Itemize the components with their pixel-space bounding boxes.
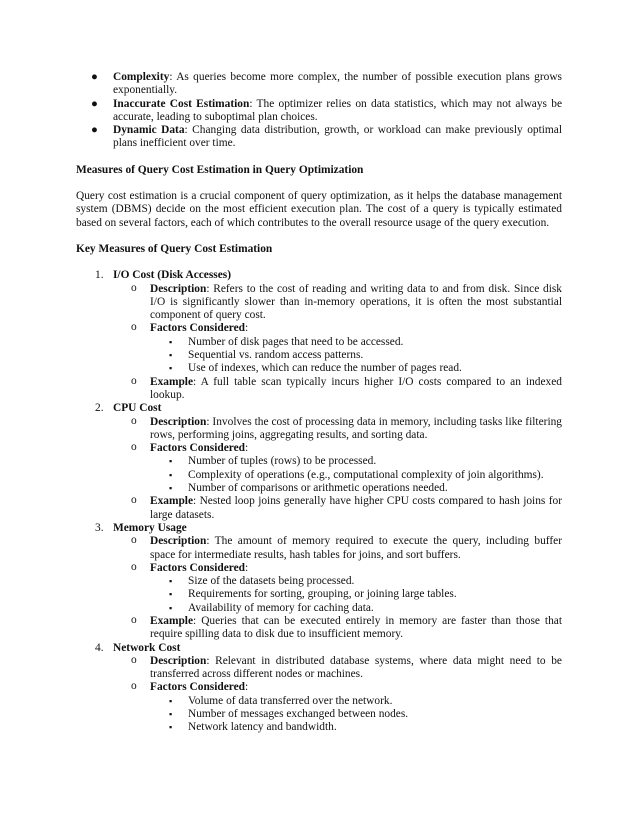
section-heading: Measures of Query Cost Estimation in Query Optimization [76, 163, 364, 176]
example-label: Example [150, 495, 194, 508]
list-item [131, 374, 562, 403]
factors-list [150, 575, 562, 615]
factor-text: Number of comparisons or arithmetic operations needed. [188, 482, 448, 495]
factors-label: Factors Considered [150, 442, 246, 455]
section-heading: Key Measures of Query Cost Estimation [76, 242, 273, 255]
factor-text: Use of indexes, which can reduce the number of pages read. [188, 362, 462, 375]
circle-bullet-icon: o [131, 613, 137, 626]
bullet-icon: ● [91, 97, 98, 110]
measure-item [76, 642, 562, 735]
document-content [76, 71, 562, 735]
factor-item [169, 362, 562, 375]
factor-item [169, 575, 562, 588]
factor-text: Size of the datasets being processed. [188, 575, 355, 588]
list-item [91, 124, 562, 151]
measure-title: Memory Usage [113, 521, 187, 534]
factors-list [150, 695, 562, 735]
factors-label: Factors Considered [150, 561, 246, 574]
measure-number: 1. [95, 269, 104, 282]
description-text: : Refers to the cost of reading and writing data to and from disk. Since disk I/O is significantly slower than in-memory operations, it is often the most substantial component of query cost. [150, 282, 562, 322]
example-label: Example [150, 614, 194, 627]
factors-label: Factors Considered [150, 681, 246, 694]
list-item [131, 613, 562, 642]
bullet-text: : As queries become more complex, the number of possible execution plans grows exponentially. [113, 71, 562, 97]
factor-text: Sequential vs. random access patterns. [188, 349, 364, 362]
factor-text: Number of tuples (rows) to be processed. [188, 455, 377, 468]
measure-item [76, 402, 562, 522]
list-item [131, 414, 562, 443]
factor-text: Requirements for sorting, grouping, or joining large tables. [188, 588, 457, 601]
example-text: : Nested loop joins generally have higher CPU costs compared to hash joins for large datasets. [150, 495, 562, 521]
circle-bullet-icon: o [131, 321, 137, 334]
description-text: : The amount of memory required to execute the query, including buffer space for intermediate results, hash tables for joins, and sort buffers. [150, 535, 562, 561]
factors-list [150, 455, 562, 495]
list-item [131, 560, 562, 615]
factor-item [169, 468, 562, 482]
list-item [91, 97, 563, 125]
example-text: : A full table scan typically incurs higher I/O costs compared to an indexed lookup. [150, 375, 562, 401]
circle-bullet-icon: o [131, 281, 137, 294]
factor-text: Volume of data transferred over the network. [188, 694, 393, 707]
factors-label: Factors Considered [150, 322, 246, 335]
factor-item [169, 601, 562, 615]
bullet-term: Complexity [113, 71, 170, 83]
square-bullet-icon: ▪ [169, 456, 173, 467]
list-item [131, 653, 562, 682]
measures-list [76, 269, 562, 734]
measure-title: CPU Cost [113, 402, 162, 415]
measure-item [76, 269, 562, 402]
square-bullet-icon: ▪ [169, 336, 173, 347]
measure-number: 4. [95, 641, 104, 654]
bullet-term: Inaccurate Cost Estimation [113, 97, 250, 110]
measure-sublist [113, 283, 562, 403]
factor-item [169, 335, 562, 349]
factors-colon: : [245, 442, 249, 455]
description-text: : Relevant in distributed database systems, where data might need to be transferred across different nodes or machines. [150, 654, 562, 681]
factors-colon: : [245, 681, 249, 694]
description-label: Description [150, 415, 207, 428]
measure-sublist [113, 655, 562, 735]
factor-item [169, 588, 562, 601]
list-item [131, 441, 562, 495]
measure-title: I/O Cost (Disk Accesses) [113, 269, 232, 282]
square-bullet-icon: ▪ [169, 483, 173, 494]
example-label: Example [150, 375, 194, 388]
description-label: Description [150, 282, 207, 295]
intro-bullet-list [76, 71, 562, 151]
factor-text: Number of disk pages that need to be accessed. [188, 335, 404, 348]
square-bullet-icon: ▪ [169, 695, 173, 706]
list-item [131, 534, 562, 562]
bullet-text: : The optimizer relies on data statistics, which may not always be accurate, leading to suboptimal plan choices. [113, 97, 563, 123]
square-bullet-icon: ▪ [169, 589, 173, 600]
circle-bullet-icon: o [131, 374, 137, 387]
list-item [131, 321, 562, 375]
bullet-icon: ● [91, 71, 98, 83]
square-bullet-icon: ▪ [169, 602, 173, 613]
bullet-icon: ● [91, 124, 98, 137]
square-bullet-icon: ▪ [169, 709, 173, 720]
factor-text: Number of messages exchanged between nodes. [188, 708, 409, 721]
factor-text: Complexity of operations (e.g., computational complexity of join algorithms). [188, 468, 544, 481]
factor-item [169, 349, 562, 362]
list-item [131, 494, 562, 522]
circle-bullet-icon: o [131, 680, 137, 693]
example-text: : Queries that can be executed entirely in memory are faster than those that require spilling data to disk due to insufficient memory. [150, 614, 562, 641]
square-bullet-icon: ▪ [169, 722, 173, 733]
measure-sublist [113, 535, 562, 641]
description-text: : Involves the cost of processing data in memory, including tasks like filtering rows, performing joins, aggregating results, and sorting data. [150, 415, 562, 441]
description-label: Description [150, 535, 207, 548]
factor-text: Network latency and bandwidth. [188, 721, 337, 734]
measure-sublist [113, 416, 562, 522]
circle-bullet-icon: o [131, 494, 137, 507]
measure-number: 3. [95, 521, 104, 534]
factors-list [150, 336, 562, 376]
list-item [131, 680, 562, 734]
circle-bullet-icon: o [131, 534, 137, 547]
square-bullet-icon: ▪ [169, 469, 173, 480]
factor-item [169, 482, 562, 495]
square-bullet-icon: ▪ [169, 576, 173, 587]
factors-colon: : [245, 322, 249, 335]
bullet-term: Dynamic Data [113, 124, 185, 137]
list-item [131, 281, 562, 323]
circle-bullet-icon: o [131, 414, 137, 427]
factor-item [169, 721, 562, 734]
factor-item [169, 694, 562, 708]
measure-number: 2. [95, 402, 104, 415]
circle-bullet-icon: o [131, 441, 137, 454]
factor-item [169, 455, 562, 468]
bullet-text: : Changing data distribution, growth, or workload can make previously optimal plans inefficient over time. [113, 124, 562, 150]
square-bullet-icon: ▪ [169, 350, 173, 361]
factor-text: Availability of memory for caching data. [188, 601, 374, 614]
factor-item [169, 708, 562, 721]
section-paragraph: Query cost estimation is a crucial component of query optimization, as it helps the database management system (DBMS) decide on the most efficient execution plan. The cost of a query is typically estimated based on several factors, each of which contributes to the overall resource usage of the query execution. [76, 190, 562, 229]
measure-item [76, 522, 562, 642]
list-item [91, 71, 562, 98]
factors-colon: : [245, 561, 249, 574]
circle-bullet-icon: o [131, 560, 137, 573]
circle-bullet-icon: o [131, 653, 137, 666]
description-label: Description [150, 654, 207, 667]
measure-title: Network Cost [113, 641, 181, 654]
square-bullet-icon: ▪ [169, 363, 173, 374]
